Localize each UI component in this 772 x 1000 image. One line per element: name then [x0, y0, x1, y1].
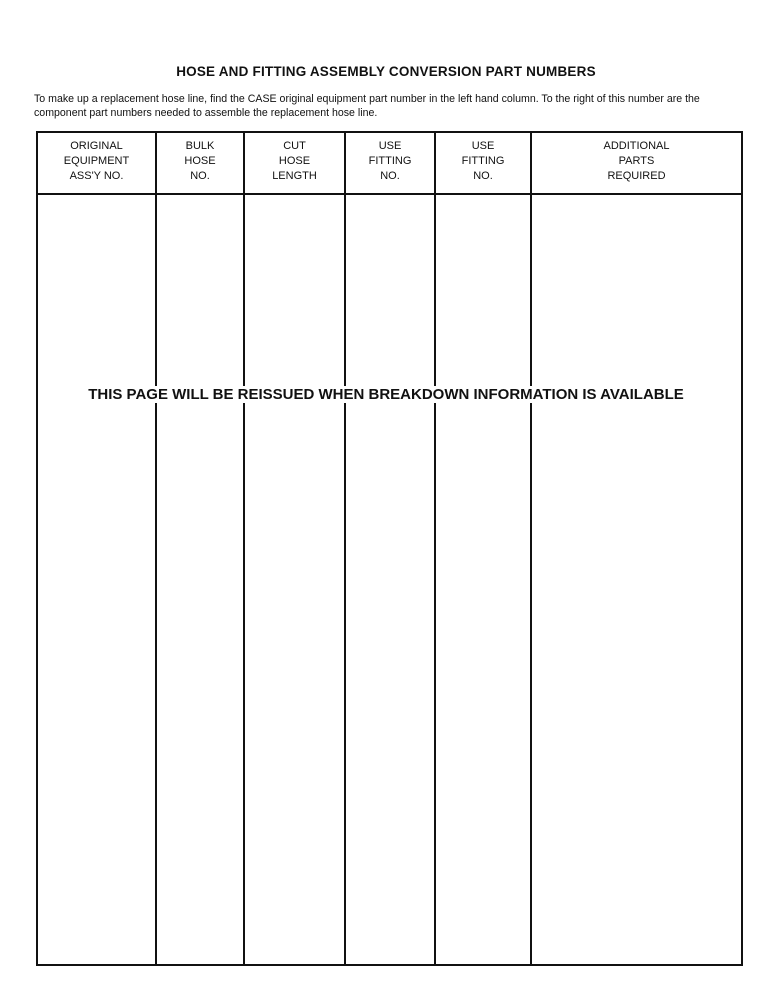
- header-line: USE: [471, 140, 495, 152]
- column-header-additional-parts: [532, 139, 741, 184]
- header-divider: [38, 193, 741, 195]
- header-line: ADDITIONAL: [603, 140, 670, 152]
- column-divider: [155, 133, 157, 964]
- header-line: FITTING: [368, 155, 412, 167]
- header-line: CUT: [283, 140, 306, 152]
- column-divider: [434, 133, 436, 964]
- column-header-use-fitting-1: [346, 139, 434, 184]
- conversion-table: [36, 131, 743, 966]
- header-line: NO.: [473, 170, 493, 182]
- column-divider: [344, 133, 346, 964]
- column-header-cut-hose-length: [245, 139, 344, 184]
- page-title: HOSE AND FITTING ASSEMBLY CONVERSION PART NUMBERS: [176, 64, 596, 79]
- header-line: FITTING: [461, 155, 505, 167]
- header-line: HOSE: [278, 155, 311, 167]
- header-line: PARTS: [618, 155, 655, 167]
- column-header-use-fitting-2: [436, 139, 530, 184]
- column-header-original-equipment: [38, 139, 155, 184]
- reissue-notice-text: THIS PAGE WILL BE REISSUED WHEN BREAKDOWN INFORMATION IS AVAILABLE: [88, 386, 684, 403]
- header-line: HOSE: [184, 155, 216, 167]
- reissue-notice: [0, 386, 772, 403]
- column-header-bulk-hose: [157, 139, 243, 184]
- header-line: ORIGINAL: [70, 140, 123, 152]
- header-line: NO.: [380, 170, 400, 182]
- header-line: BULK: [185, 140, 215, 152]
- intro-paragraph: To make up a replacement hose line, find the CASE original equipment part number in the left hand column. To the right of this number are the component part numbers needed to assemble the replacement hose line.: [34, 93, 700, 119]
- column-divider: [530, 133, 532, 964]
- header-line: LENGTH: [272, 170, 317, 182]
- header-line: USE: [378, 140, 402, 152]
- header-line: ASS'Y NO.: [69, 170, 124, 182]
- header-line: REQUIRED: [607, 170, 666, 182]
- column-divider: [243, 133, 245, 964]
- header-line: EQUIPMENT: [63, 155, 130, 167]
- header-line: NO.: [190, 170, 210, 182]
